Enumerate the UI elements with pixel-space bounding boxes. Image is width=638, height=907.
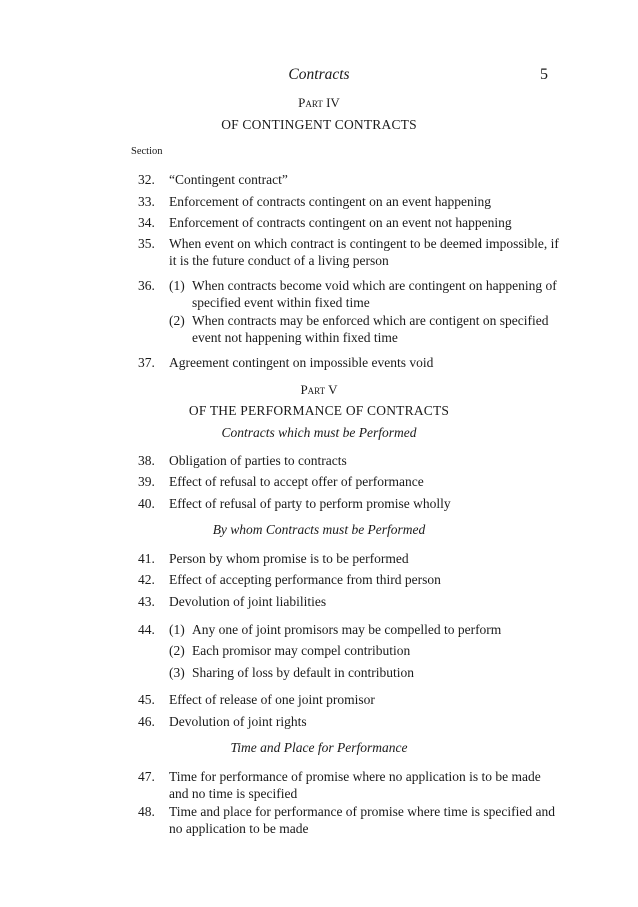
section-number: 38. xyxy=(138,453,155,468)
subsection-label: (3) xyxy=(169,665,185,680)
section-number: 47. xyxy=(138,769,155,784)
section-number: 41. xyxy=(138,551,155,566)
section-title: “Contingent contract” xyxy=(169,172,288,187)
section-title: Obligation of parties to contracts xyxy=(169,453,347,468)
section-number: 42. xyxy=(138,572,155,587)
section-number: 45. xyxy=(138,692,155,707)
section-title: Effect of refusal to accept offer of performance xyxy=(169,474,424,489)
subsection-title: When contracts become void which are contingent on happening of specified event within fixed time xyxy=(192,278,557,310)
part-iv-heading: OF CONTINGENT CONTRACTS xyxy=(221,117,417,132)
section-number: 37. xyxy=(138,355,155,370)
subsection-label: (1) xyxy=(169,622,185,637)
section-title: Devolution of joint liabilities xyxy=(169,594,327,609)
section-title: Effect of release of one joint promisor xyxy=(169,692,375,707)
subsection-label: (1) xyxy=(169,278,185,293)
part-iv-label xyxy=(0,95,638,111)
section-number: 34. xyxy=(138,215,155,230)
part-iv-label-text: Part IV xyxy=(298,95,340,110)
section-title: Enforcement of contracts contingent on an event happening xyxy=(169,194,492,209)
page-number: 5 xyxy=(540,66,548,83)
subheading-by-whom-performed: By whom Contracts must be Performed xyxy=(212,522,426,537)
section-number: 32. xyxy=(138,172,155,187)
section-title: Effect of refusal of party to perform promise wholly xyxy=(169,496,451,511)
section-number: 33. xyxy=(138,194,155,209)
part-v-heading: OF THE PERFORMANCE OF CONTRACTS xyxy=(188,403,450,418)
section-title: When event on which contract is contingent to be deemed impossible, if it is the future conduct of a living person xyxy=(169,236,559,268)
section-number: 35. xyxy=(138,236,155,251)
part-v-label-text: Part V xyxy=(300,382,338,397)
subheading-time-and-place: Time and Place for Performance xyxy=(230,740,408,755)
section-title: Time and place for performance of promise where time is specified and no application to be made xyxy=(169,804,555,836)
section-number: 48. xyxy=(138,804,155,819)
subsection-title: When contracts may be enforced which are contigent on specified event not happening within fixed time xyxy=(192,313,549,345)
subsection-label: (2) xyxy=(169,313,185,328)
subheading-contracts-performed: Contracts which must be Performed xyxy=(221,425,417,440)
section-title: Person by whom promise is to be performed xyxy=(169,551,409,566)
subsection-title: Any one of joint promisors may be compelled to perform xyxy=(192,622,502,637)
section-title: Time for performance of promise where no application is to be made and no time is specified xyxy=(169,769,541,801)
section-column-label: Section xyxy=(131,146,163,157)
subsection-label: (2) xyxy=(169,643,185,658)
section-title: Agreement contingent on impossible events void xyxy=(169,355,434,370)
section-number: 44. xyxy=(138,622,155,637)
section-number: 39. xyxy=(138,474,155,489)
subsection-title: Sharing of loss by default in contribution xyxy=(192,665,414,680)
subsection-title: Each promisor may compel contribution xyxy=(192,643,411,658)
section-number: 43. xyxy=(138,594,155,609)
section-title: Effect of accepting performance from third person xyxy=(169,572,441,587)
part-v-label xyxy=(0,382,638,398)
section-number: 40. xyxy=(138,496,155,511)
running-header-title: Contracts xyxy=(288,66,350,83)
section-title: Devolution of joint rights xyxy=(169,714,307,729)
section-number: 36. xyxy=(138,278,155,293)
section-number: 46. xyxy=(138,714,155,729)
section-title: Enforcement of contracts contingent on an event not happening xyxy=(169,215,512,230)
